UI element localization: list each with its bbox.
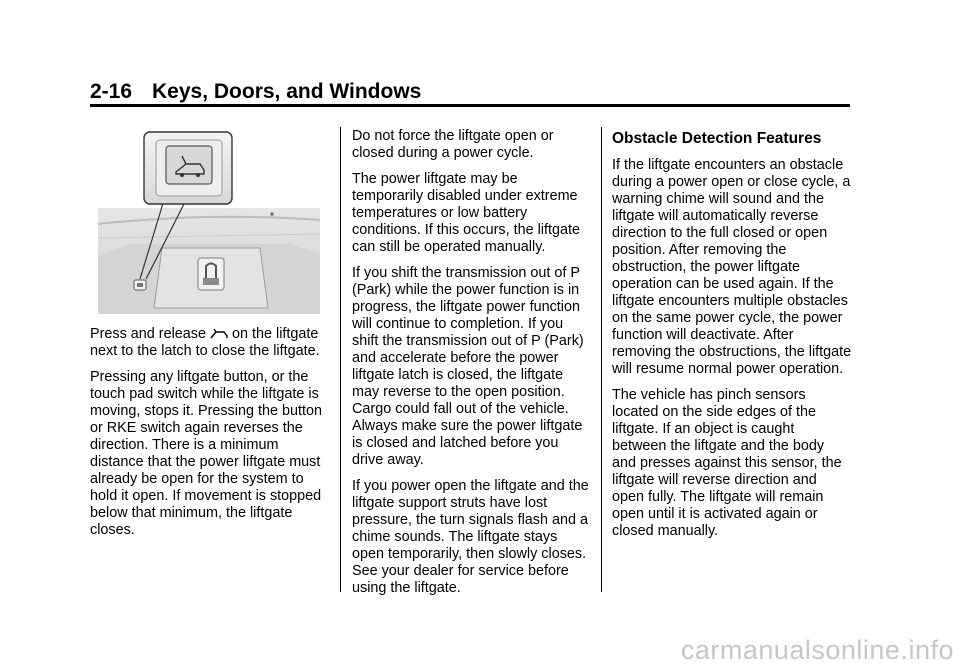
paragraph: The vehicle has pinch sensors located on the side edges of the liftgate. If an object is caught between the liftgate and the body and presses against this sensor, the liftgate will reverse direction and open fully. The liftgate will remain open until it is activated again or closed manually. [612,387,842,539]
figure-caption [90,326,330,360]
liftgate-illustration-svg [90,128,320,314]
caption-text-end: on the liftgate next to the latch to close the liftgate. [90,326,320,359]
paragraph: Do not force the liftgate open or closed during a power cycle. [352,128,554,161]
paragraph: The power liftgate may be temporarily disabled under extreme temperatures or low battery conditions. If this occurs, the liftgate can still be operated manually. [352,171,580,255]
column-2 [352,128,590,606]
caption-text-start: Press and release [90,326,206,342]
liftgate-button-illustration [90,128,320,314]
section-title: Keys, Doors, and Windows [152,80,422,103]
page-header [90,80,421,104]
section-heading: Obstacle Detection Features [612,130,822,147]
page-number: 2-16 [90,80,133,103]
column-1 [90,128,330,548]
header-rule [90,104,850,107]
paragraph: If you power open the liftgate and the liftgate support struts have lost pressure, the turn signals flash and a chime sounds. The liftgate stays open temporarily, then slowly closes. See your dealer for service before using the liftgate. [352,478,589,596]
column-3 [612,128,852,549]
column-divider [601,127,602,592]
column-divider [340,127,341,592]
paragraph: If you shift the transmission out of P (Park) while the power function is in progress, the liftgate power function will continue to completion. If you shift the transmission out of P (Park) and accelerate before the power liftgate latch is closed, the liftgate may reverse to the open position. Cargo could fall out of the vehicle. Always make sure the power liftgate is closed and latched before you drive away. [352,265,584,468]
paragraph: Pressing any liftgate button, or the touch pad switch while the liftgate is moving, stops it. Pressing the button or RKE switch again reverses the direction. There is a minimum distance that the power liftgate must already be open for the system to hold it open. If movement is stopped below that minimum, the liftgate closes. [90,369,322,538]
watermark: carmanualsonline.info [680,635,954,665]
liftgate-icon [210,328,228,340]
paragraph: If the liftgate encounters an obstacle during a power open or close cycle, a warning chime will sound and the liftgate will automatically reverse direction to the full closed or open position. After removing the obstruction, the power liftgate operation can be used again. If the liftgate encounters multiple obstacles on the same power cycle, the power function will deactivate. After removing the obstructions, the liftgate will resume normal power operation. [612,157,852,377]
